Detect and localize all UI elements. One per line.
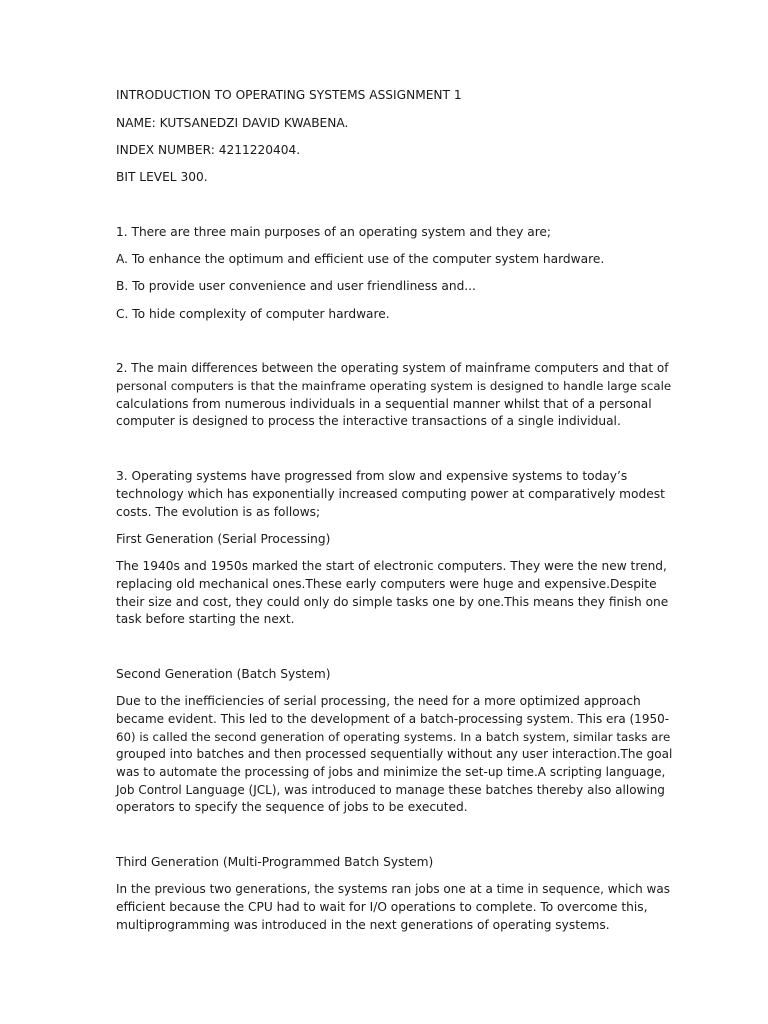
q2-line: computer is designed to process the interactive transactions of a single individual. bbox=[116, 414, 621, 428]
gen2-line: operators to specify the sequence of jobs to be executed. bbox=[116, 800, 468, 814]
gen1-heading: First Generation (Serial Processing) bbox=[116, 532, 331, 546]
q2-line: personal computers is that the mainframe operating system is designed to handle large scale bbox=[116, 379, 672, 393]
gen2-line: Job Control Language (JCL), was introduced to manage these batches thereby also allowing bbox=[116, 783, 665, 797]
gen2-line: 60) is called the second generation of operating systems. In a batch system, similar tasks are bbox=[116, 730, 671, 744]
q2-line: 2. The main differences between the operating system of mainframe computers and that of bbox=[116, 361, 669, 375]
index-number: INDEX NUMBER: 4211220404. bbox=[116, 143, 301, 157]
assignment-title: INTRODUCTION TO OPERATING SYSTEMS ASSIGNMENT 1 bbox=[116, 88, 462, 102]
gen1-line: their size and cost, they could only do simple tasks one by one.This means they finish one bbox=[116, 595, 669, 609]
student-name: NAME: KUTSANEDZI DAVID KWABENA. bbox=[116, 116, 349, 130]
gen3-line: In the previous two generations, the systems ran jobs one at a time in sequence, which was bbox=[116, 882, 670, 896]
gen2-line: Due to the inefficiencies of serial processing, the need for a more optimized approach bbox=[116, 694, 641, 708]
gen1-line: The 1940s and 1950s marked the start of electronic computers. They were the new trend, bbox=[116, 559, 667, 573]
q2-line: calculations from numerous individuals in a sequential manner whilst that of a personal bbox=[116, 397, 652, 411]
q1-intro: 1. There are three main purposes of an operating system and they are; bbox=[116, 225, 552, 239]
q1-item-c: C. To hide complexity of computer hardware. bbox=[116, 307, 390, 321]
gen1-line: task before starting the next. bbox=[116, 612, 295, 626]
q3-line: 3. Operating systems have progressed from slow and expensive systems to today’s bbox=[116, 469, 628, 483]
gen1-line: replacing old mechanical ones.These early computers were huge and expensive.Despite bbox=[116, 577, 657, 591]
gen2-line: became evident. This led to the development of a batch-processing system. This era (1950- bbox=[116, 712, 670, 726]
q1-item-a: A. To enhance the optimum and efficient use of the computer system hardware. bbox=[116, 252, 605, 266]
q3-line: technology which has exponentially increased computing power at comparatively modest bbox=[116, 487, 665, 501]
gen2-line: was to automate the processing of jobs and minimize the set-up time.A scripting language, bbox=[116, 765, 666, 779]
gen3-line: multiprogramming was introduced in the next generations of operating systems. bbox=[116, 918, 610, 932]
q1-item-b: B. To provide user convenience and user friendliness and... bbox=[116, 279, 476, 293]
gen3-heading: Third Generation (Multi-Programmed Batch System) bbox=[116, 855, 434, 869]
gen2-heading: Second Generation (Batch System) bbox=[116, 667, 331, 681]
q3-line: costs. The evolution is as follows; bbox=[116, 505, 321, 519]
gen2-line: grouped into batches and then processed sequentially without any user interaction.The goal bbox=[116, 747, 673, 761]
gen3-line: efficient because the CPU had to wait for I/O operations to complete. To overcome this, bbox=[116, 900, 648, 914]
bit-level: BIT LEVEL 300. bbox=[116, 170, 208, 184]
